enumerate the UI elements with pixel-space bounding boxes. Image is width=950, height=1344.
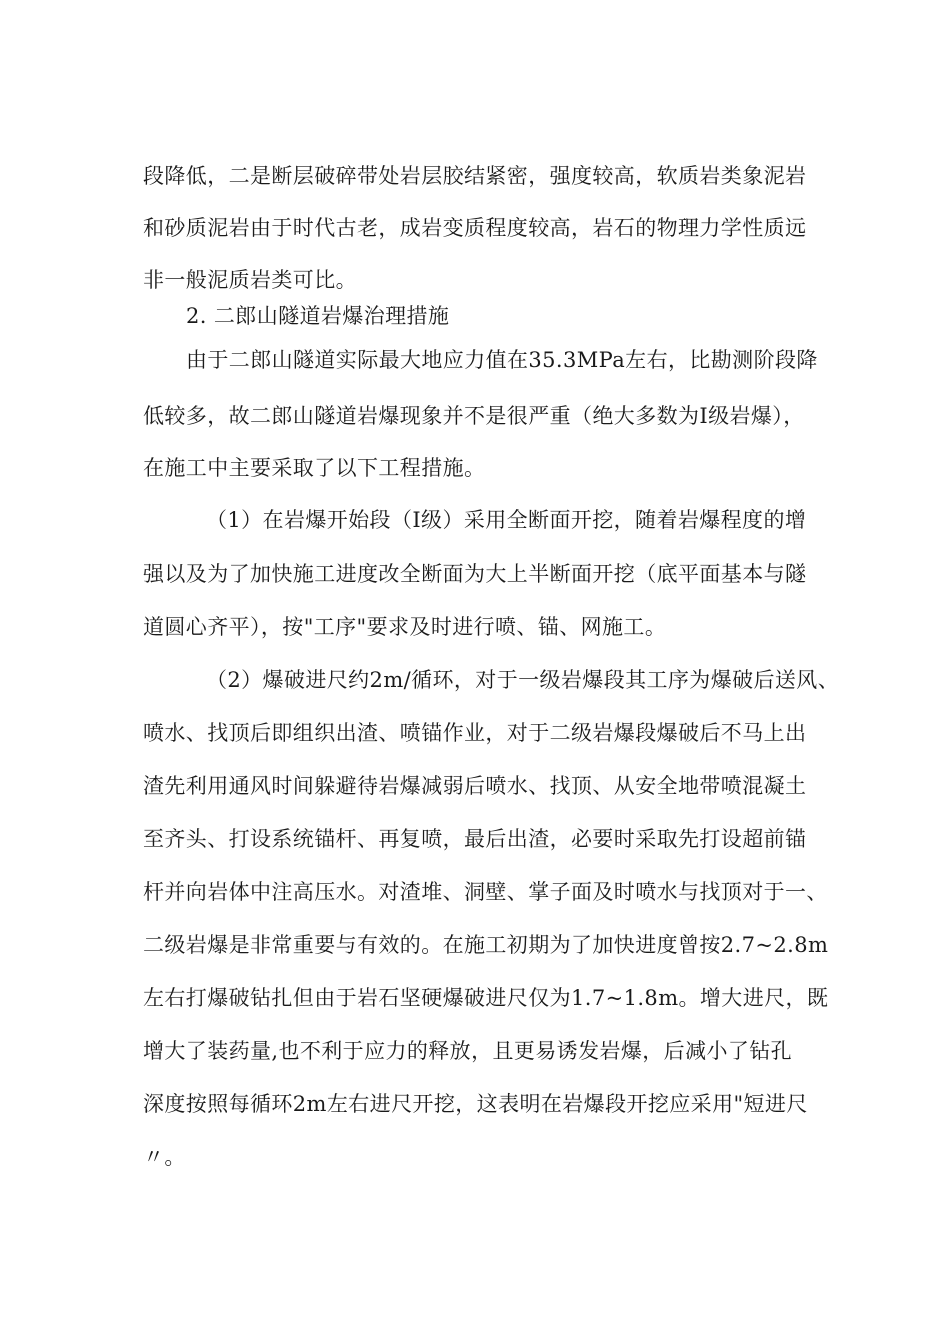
paragraph-line: 低较多，故二郎山隧道岩爆现象并不是很严重（绝大多数为Ⅰ级岩爆），	[143, 404, 805, 428]
paragraph-line: 增大了装药量,也不利于应力的释放，且更易诱发岩爆，后减小了钻孔	[143, 1039, 793, 1063]
paragraph-line: 杆并向岩体中注高压水。对渣堆、洞壁、掌子面及时喷水与找顶对于一、	[143, 880, 828, 904]
paragraph-line: 〃。	[143, 1145, 186, 1169]
paragraph-line: 和砂质泥岩由于时代古老，成岩变质程度较高，岩石的物理力学性质远	[143, 216, 807, 240]
paragraph-line: 非一般泥质岩类可比。	[143, 268, 357, 292]
section-heading: 2. 二郎山隧道岩爆治理措施	[186, 304, 450, 328]
paragraph-line: 至齐头、打设系统锚杆、再复喷，最后出渣，必要时采取先打设超前锚	[143, 827, 807, 851]
paragraph-line: 渣先利用通风时间躲避待岩爆减弱后喷水、找顶、从安全地带喷混凝土	[143, 774, 807, 798]
paragraph-line: （1）在岩爆开始段（Ⅰ级）采用全断面开挖，随着岩爆程度的增	[206, 508, 807, 532]
paragraph-line: （2）爆破进尺约2m/循环，对于一级岩爆段其工序为爆破后送风、	[206, 668, 840, 692]
paragraph-line: 在施工中主要采取了以下工程措施。	[143, 456, 486, 480]
paragraph-line: 二级岩爆是非常重要与有效的。在施工初期为了加快进度曾按2.7~2.8m	[143, 933, 829, 957]
paragraph-line: 喷水、找顶后即组织出渣、喷锚作业，对于二级岩爆段爆破后不马上出	[143, 721, 807, 745]
paragraph-line: 段降低，二是断层破碎带处岩层胶结紧密，强度较高，软质岩类象泥岩	[143, 164, 807, 188]
paragraph-line: 由于二郎山隧道实际最大地应力值在35.3MPa左右，比勘测阶段降	[186, 348, 818, 372]
paragraph-line: 道圆心齐平），按"工序"要求及时进行喷、锚、网施工。	[143, 615, 667, 639]
paragraph-line: 左右打爆破钻扎但由于岩石坚硬爆破进尺仅为1.7~1.8m。增大进尺，既	[143, 986, 829, 1010]
paragraph-line: 深度按照每循环2m左右进尺开挖，这表明在岩爆段开挖应采用"短进尺	[143, 1092, 808, 1116]
paragraph-line: 强以及为了加快施工进度改全断面为大上半断面开挖（底平面基本与隧	[143, 562, 807, 586]
